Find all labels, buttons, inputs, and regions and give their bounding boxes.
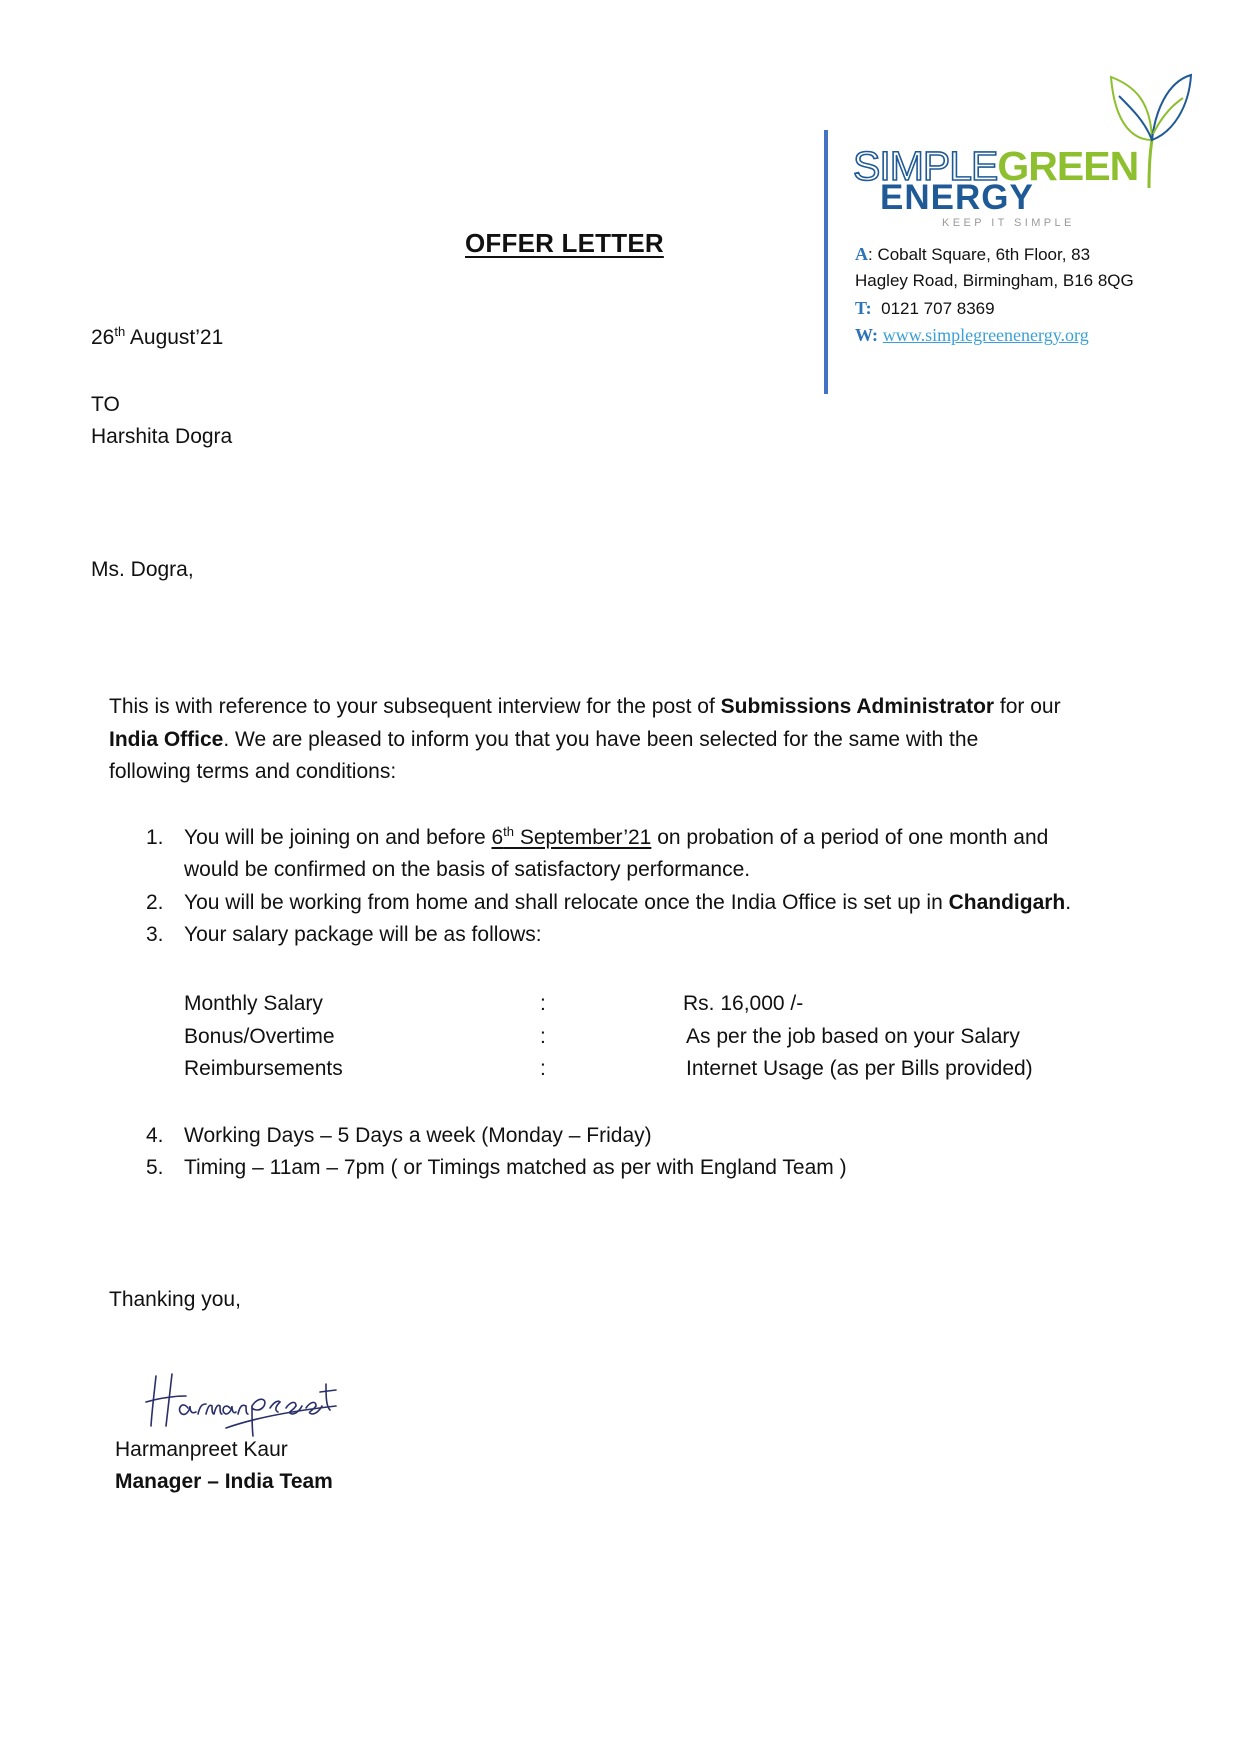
term-number: 5. xyxy=(146,1156,164,1179)
joining-date: 6th September’21 xyxy=(491,824,652,849)
position-title: Submissions Administrator xyxy=(720,695,995,718)
term-number: 1. xyxy=(146,826,164,849)
signatory-designation: Manager – India Team xyxy=(115,1470,333,1493)
recipient-name: Harshita Dogra xyxy=(91,425,233,448)
website-label: W: xyxy=(855,325,879,345)
signature-image xyxy=(140,1370,340,1440)
address-line-1: A: Cobalt Square, 6th Floor, 83 xyxy=(855,244,1091,264)
signatory-name: Harmanpreet Kaur xyxy=(115,1438,288,1461)
recipient-to-label: TO xyxy=(91,393,120,416)
website-link[interactable]: www.simplegreenenergy.org xyxy=(882,325,1089,345)
salary-row-label: Monthly Salary xyxy=(184,992,323,1015)
address-line-2: Hagley Road, Birmingham, B16 8QG xyxy=(855,271,1134,290)
intro-line-1: This is with reference to your subsequent interview for the post of Submissions Administrator for our xyxy=(109,695,1061,718)
letter-date: 26th August’21 xyxy=(91,324,224,349)
page-title: OFFER LETTER xyxy=(465,228,664,258)
salary-row-label: Reimbursements xyxy=(184,1057,343,1080)
term-number: 3. xyxy=(146,923,164,946)
logo-tagline: KEEP IT SIMPLE xyxy=(942,217,1075,229)
term-5: Timing – 11am – 7pm ( or Timings matched as per with England Team ) xyxy=(184,1156,847,1179)
phone-number: 0121 707 8369 xyxy=(881,299,995,318)
address-label: A xyxy=(855,244,868,264)
salary-row-value: Internet Usage (as per Bills provided) xyxy=(686,1057,1033,1080)
salary-row-sep: : xyxy=(540,992,546,1015)
term-2: You will be working from home and shall relocate once the India Office is set up in Chandigarh. xyxy=(184,891,1072,914)
term-3: Your salary package will be as follows: xyxy=(184,923,542,946)
term-number: 2. xyxy=(146,891,164,914)
relocation-city: Chandigarh xyxy=(948,891,1066,914)
website-line xyxy=(855,325,1089,346)
letterhead-divider-bar xyxy=(824,130,828,394)
salary-row-sep: : xyxy=(540,1057,546,1080)
salary-row-label: Bonus/Overtime xyxy=(184,1025,335,1048)
term-number: 4. xyxy=(146,1124,164,1147)
intro-line-2: India Office. We are pleased to inform you that you have been selected for the same with the xyxy=(109,728,979,751)
logo-word-energy: ENERGY xyxy=(880,178,1034,217)
logo-word-green: GREEN xyxy=(997,143,1139,189)
logo-word-simple: SIMPLE xyxy=(853,143,998,189)
term-1-line-1: You will be joining on and before 6th September’21 on probation of a period of one month and xyxy=(184,824,1049,849)
office-name: India Office xyxy=(109,728,224,751)
salary-row-sep: : xyxy=(540,1025,546,1048)
closing: Thanking you, xyxy=(109,1288,241,1311)
salary-row-value: Rs. 16,000 /- xyxy=(683,992,804,1015)
salary-row-value: As per the job based on your Salary xyxy=(686,1025,1020,1048)
phone-label: T: xyxy=(855,298,872,318)
phone-line xyxy=(855,298,995,319)
term-1-line-2: would be confirmed on the basis of satisfactory performance. xyxy=(184,858,751,881)
salutation: Ms. Dogra, xyxy=(91,558,194,581)
term-4: Working Days – 5 Days a week (Monday – Friday) xyxy=(184,1124,652,1147)
intro-line-3: following terms and conditions: xyxy=(109,760,397,783)
